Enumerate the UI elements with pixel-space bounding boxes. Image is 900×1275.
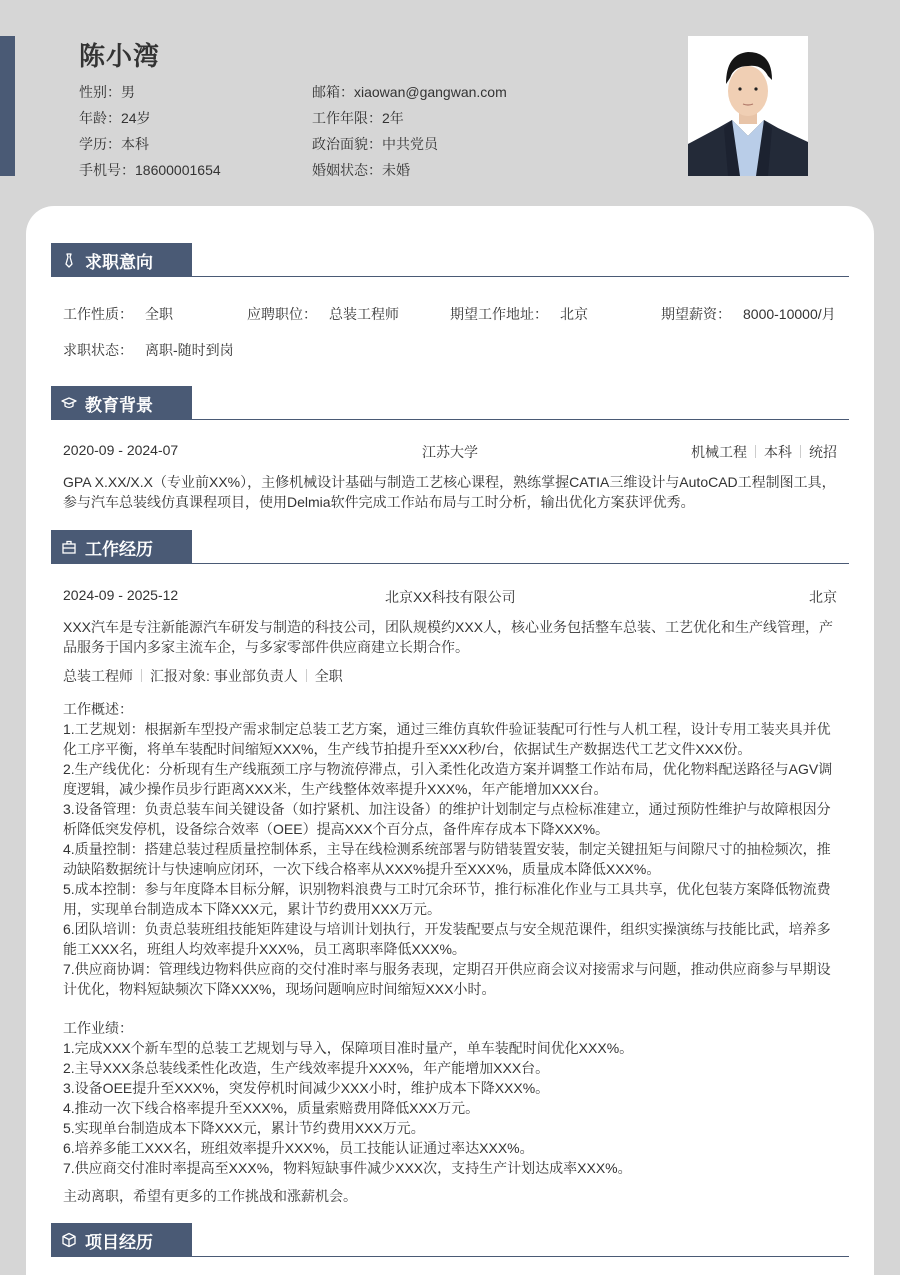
political-status-field: 政治面貌：中共党员 xyxy=(312,136,438,152)
work-location: 北京 xyxy=(809,589,837,605)
age-field: 年龄：24岁 xyxy=(79,110,151,126)
email-field: 邮箱：xiaowan@gangwan.com xyxy=(312,84,507,100)
school-name: 江苏大学 xyxy=(422,444,478,460)
major: 机械工程 xyxy=(691,444,747,460)
section-title: 工作经历 xyxy=(85,539,153,559)
achievement-item: 2.主导XXX条总装线柔性化改造，生产线效率提升XXX%，年产能增加XXX台。 xyxy=(63,1060,550,1076)
overview-item: 4.质量控制：搭建总装过程质量控制体系，主导在线检测系统部署与防错装置安装，制定关键扭矩与间隙尺寸的抽检频次，推动缺陷数据统计与快速响应闭环，一次下线合格率从XXX%提升至XXX%，质量成本降低XXX%。 xyxy=(63,841,831,877)
expected-location-field: 期望工作地址： 北京 xyxy=(450,306,588,322)
section-job-intent-header xyxy=(51,243,849,277)
divider xyxy=(755,445,756,458)
phone-field: 手机号：18600001654 xyxy=(79,162,221,178)
education-description: GPA X.XX/X.X（专业前XX%），主修机械设计基础与制造工艺核心课程，熟练掌握CATIA三维设计与AutoCAD工程制图工具，参与汽车总装线仿真课程项目，使用Delmia软件完成工作站布局与工时分析，输出优化方案获评优秀。 xyxy=(63,474,836,510)
personal-info-left xyxy=(79,79,221,183)
company-name: 北京XX科技有限公司 xyxy=(385,589,516,605)
work-achievements xyxy=(63,1018,838,1178)
marital-status-field: 婚姻状态：未婚 xyxy=(312,162,410,178)
work-meta xyxy=(63,666,343,686)
job-type: 全职 xyxy=(314,668,343,684)
section-tab xyxy=(51,1223,192,1257)
work-years-field: 工作年限：2年 xyxy=(312,110,404,126)
company-description: XXX汽车是专注新能源汽车研发与制造的科技公司，团队规模约XXX人，核心业务包括整车总装、工艺优化和生产线管理，产品服务于国内多家主流车企，与多家零部件供应商建立长期合作。 xyxy=(63,619,834,655)
achievement-item: 4.推动一次下线合格率提升至XXX%，质量索赔费用降低XXX万元。 xyxy=(63,1100,480,1116)
job-type-field: 工作性质： 全职 xyxy=(63,306,173,322)
expected-salary-field: 期望薪资： 8000-10000/月 xyxy=(661,306,836,322)
divider xyxy=(306,669,307,682)
education-level-field: 学历：本科 xyxy=(79,136,149,152)
header-accent-bar xyxy=(0,36,15,176)
overview-item: 5.成本控制：参与年度降本目标分解，识别物料浪费与工时冗余环节，推行标准化作业与工具共享，优化包装方案降低物流费用，实现单台制造成本下降XXX元，累计节约费用XXX万元。 xyxy=(63,881,831,917)
section-tab xyxy=(51,386,192,420)
leave-reason: 主动离职，希望有更多的工作挑战和涨薪机会。 xyxy=(63,1188,357,1204)
gender-field: 性别：男 xyxy=(79,84,135,100)
section-title: 项目经历 xyxy=(85,1232,153,1252)
degree: 本科 xyxy=(764,444,792,460)
section-work-header xyxy=(51,530,849,564)
briefcase-icon xyxy=(61,539,77,555)
tie-icon xyxy=(61,252,77,268)
achievement-item: 1.完成XXX个新车型的总装工艺规划与导入，保障项目准时量产，单车装配时间优化XXX%。 xyxy=(63,1040,634,1056)
job-status-field: 求职状态： 离职-随时到岗 xyxy=(63,342,234,358)
cube-icon xyxy=(61,1232,77,1248)
achievements-title: 工作业绩： xyxy=(63,1020,133,1036)
work-period: 2024-09 - 2025-12 xyxy=(63,587,179,603)
personal-info-right xyxy=(312,79,507,183)
divider xyxy=(141,669,142,682)
overview-item: 6.团队培训：负责总装班组技能矩阵建设与培训计划执行，开发装配要点与安全规范课件，组织实操演练与技能比武，培养多能工XXX名，班组人均效率提升XXX%，员工离职率降低XXX%。 xyxy=(63,921,831,957)
overview-item: 1.工艺规划：根据新车型投产需求制定总装工艺方案，通过三维仿真软件验证装配可行性与人机工程，设计专用工装夹具并优化工序平衡，将单车装配时间缩短XXX%，生产线节拍提升至XXX秒/台，依据试生产数据迭代工艺文件XXX份。 xyxy=(63,721,831,757)
achievement-item: 7.供应商交付准时率提高至XXX%，物料短缺事件减少XXX次，支持生产计划达成率XXX%。 xyxy=(63,1160,632,1176)
education-period: 2020-09 - 2024-07 xyxy=(63,442,179,458)
overview-item: 3.设备管理：负责总装车间关键设备（如拧紧机、加注设备）的维护计划制定与点检标准建立，通过预防性维护与故障根因分析降低突发停机，设备综合效率（OEE）提高XXX个百分点，备件库存成本下降XXX%。 xyxy=(63,801,831,837)
overview-item: 2.生产线优化：分析现有生产线瓶颈工序与物流停滞点，引入柔性化改造方案并调整工作站布局，优化物料配送路径与AGV调度逻辑，减少操作员步行距离XXX米，生产线整体效率提升XXX%，年产能增加XXX台。 xyxy=(63,761,833,797)
overview-title: 工作概述： xyxy=(63,701,133,717)
section-title: 求职意向 xyxy=(85,252,153,272)
work-overview xyxy=(63,699,838,999)
applied-position-field: 应聘职位： 总装工程师 xyxy=(247,306,399,322)
section-projects-header xyxy=(51,1223,849,1257)
section-tab xyxy=(51,530,192,564)
enrollment-type: 统招 xyxy=(809,444,837,460)
achievement-item: 3.设备OEE提升至XXX%，突发停机时间减少XXX小时，维护成本下降XXX%。 xyxy=(63,1080,550,1096)
profile-photo xyxy=(688,36,808,176)
overview-item: 7.供应商协调：管理线边物料供应商的交付准时率与服务表现，定期召开供应商会议对接需求与问题，推动供应商参与早期设计优化，物料短缺频次下降XXX%，现场问题响应时间缩短XXX小时。 xyxy=(63,961,831,997)
section-education-header xyxy=(51,386,849,420)
position: 总装工程师 xyxy=(63,668,133,684)
achievement-item: 6.培养多能工XXX名，班组效率提升XXX%，员工技能认证通过率达XXX%。 xyxy=(63,1140,534,1156)
education-meta xyxy=(691,442,837,462)
report-to: 汇报对象: 事业部负责人 xyxy=(150,668,298,684)
candidate-name: 陈小湾 xyxy=(79,41,161,71)
graduation-cap-icon xyxy=(61,395,77,411)
achievement-item: 5.实现单台制造成本下降XXX元，累计节约费用XXX万元。 xyxy=(63,1120,425,1136)
divider xyxy=(800,445,801,458)
section-tab xyxy=(51,243,192,277)
section-title: 教育背景 xyxy=(85,395,153,415)
